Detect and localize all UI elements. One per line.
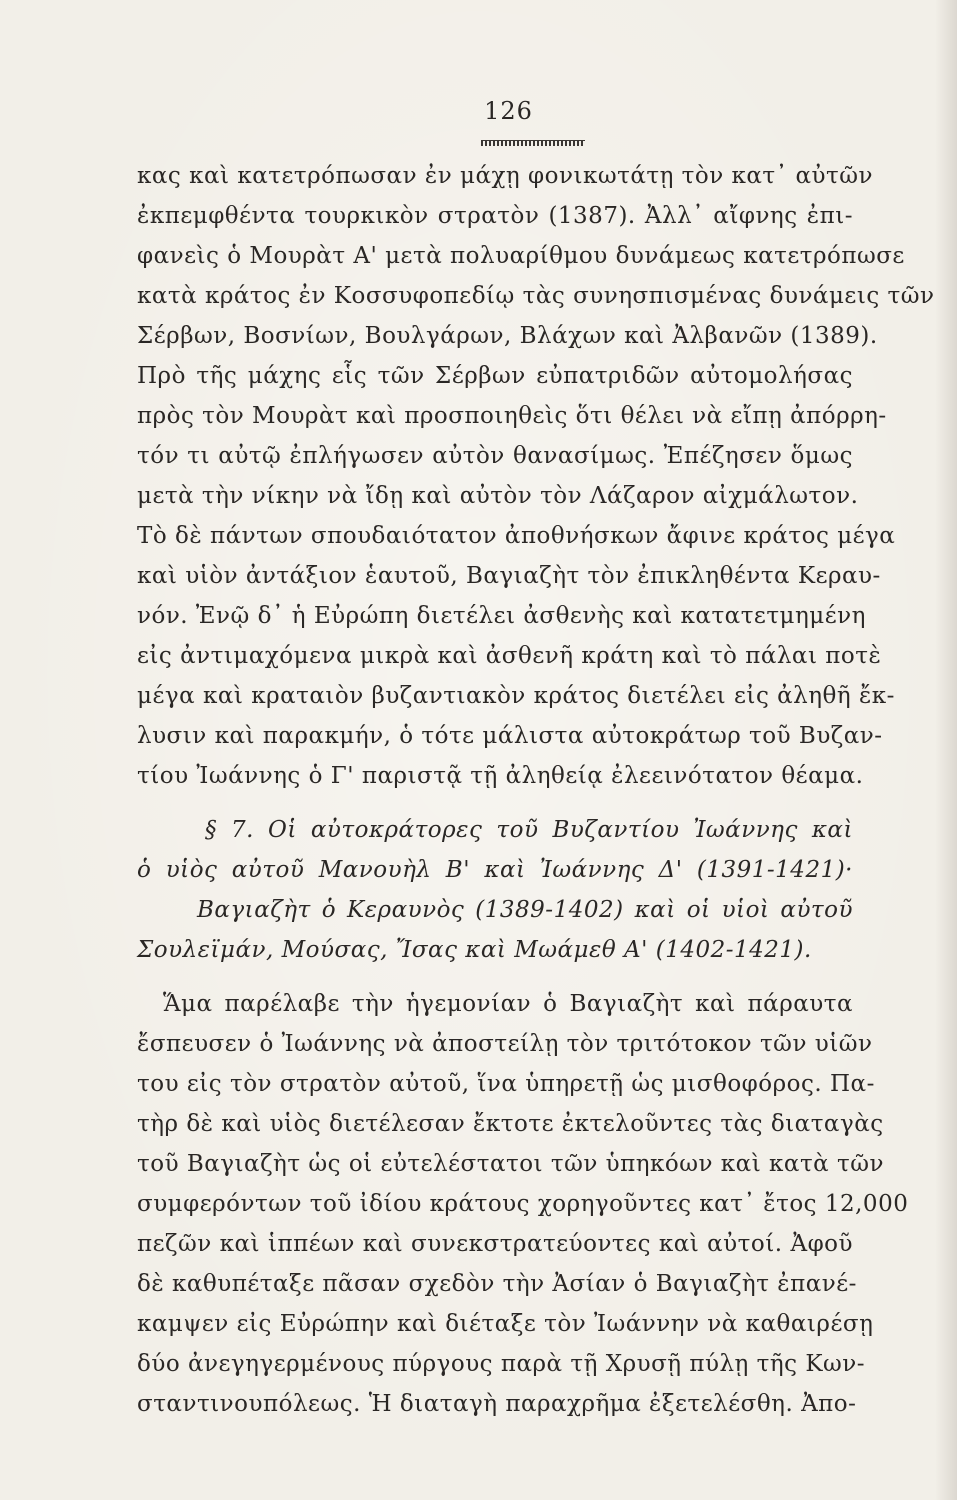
text-line: ἔσπευσεν ὁ Ἰωάννης νὰ ἀποστείλῃ τὸν τριτότοκον τῶν υἱῶν [137,1031,873,1057]
text-line: Ἅμα παρέλαβε τὴν ἡγεμονίαν ὁ Βαγιαζὴτ καὶ πάραυτα [163,991,853,1017]
text-line: Σέρβων, Βοσνίων, Βουλγάρων, Βλάχων καὶ Ἀλβανῶν (1389). [137,323,878,349]
text-line: σταντινουπόλεως. Ἡ διαταγὴ παραχρῆμα ἐξετελέσθη. Ἀπο- [137,1391,857,1417]
text-line: πρὸς τὸν Μουρὰτ καὶ προσποιηθεὶς ὅτι θέλει νὰ εἴπῃ ἀπόρρη- [137,403,887,429]
heading-line: Σουλεϊμάν, Μούσας, Ἴσας καὶ Μωάμεθ Α' (1402-1421). [137,937,812,963]
text-line: τίου Ἰωάννης ὁ Γ' παριστᾷ τῇ ἀληθείᾳ ἐλεεινότατον θέαμα. [137,763,864,789]
page-edge-shadow [935,0,957,1500]
text-line: Τὸ δὲ πάντων σπουδαιότατον ἀποθνήσκων ἄφινε κράτος μέγα [137,523,896,549]
text-line: του εἰς τὸν στρατὸν αὐτοῦ, ἵνα ὑπηρετῇ ὡς μισθοφόρος. Πα- [137,1071,875,1097]
paragraph-2 [137,984,909,1424]
text-line: κατὰ κράτος ἐν Κοσσυφοπεδίῳ τὰς συνησπισμένας δυνάμεις τῶν [137,283,935,309]
text-line: τοῦ Βαγιαζὴτ ὡς οἱ εὐτελέστατοι τῶν ὑπηκόων καὶ κατὰ τῶν [137,1151,884,1177]
heading-line: ὁ υἱὸς αὐτοῦ Μανουὴλ Β' καὶ Ἰωάννης Δ' (1391-1421)· [137,857,853,883]
text-line: δὲ καθυπέταξε πᾶσαν σχεδὸν τὴν Ἀσίαν ὁ Βαγιαζὴτ ἐπανέ- [137,1271,857,1297]
text-line: καὶ υἱὸν ἀντάξιον ἑαυτοῦ, Βαγιαζὴτ τὸν ἐπικληθέντα Κεραυ- [137,563,881,589]
heading-line: § 7. Οἱ αὐτοκράτορες τοῦ Βυζαντίου Ἰωάννης καὶ [205,817,853,843]
text-line: εἰς ἀντιμαχόμενα μικρὰ καὶ ἀσθενῆ κράτη καὶ τὸ πάλαι ποτὲ [137,643,882,669]
text-line: καμψεν εἰς Εὐρώπην καὶ διέταξε τὸν Ἰωάννην νὰ καθαιρέσῃ [137,1311,874,1337]
text-line: δύο ἀνεγηγερμένους πύργους παρὰ τῇ Χρυσῇ πύλῃ τῆς Κων- [137,1351,866,1377]
text-line: μετὰ τὴν νίκην νὰ ἴδῃ καὶ αὐτὸν τὸν Λάζαρον αἰχμάλωτον. [137,483,859,509]
text-line: πεζῶν καὶ ἱππέων καὶ συνεκστρατεύοντες καὶ αὐτοί. Ἀφοῦ [137,1231,853,1257]
section-heading [137,810,853,970]
page-body [137,156,935,1424]
paragraph-1 [137,156,935,796]
page-number: 126 [484,97,533,125]
text-line: Πρὸ τῆς μάχης εἷς τῶν Σέρβων εὐπατριδῶν αὐτομολήσας [137,363,853,389]
text-line: λυσιν καὶ παρακμήν, ὁ τότε μάλιστα αὐτοκράτωρ τοῦ Βυζαν- [137,723,883,749]
text-line: μέγα καὶ κραταιὸν βυζαντιακὸν κράτος διετέλει εἰς ἀληθῆ ἔκ- [137,683,895,709]
text-line: φανεὶς ὁ Μουρὰτ Α' μετὰ πολυαρίθμου δυνάμεως κατετρόπωσε [137,243,905,269]
text-line: τόν τι αὐτῷ ἐπλήγωσεν αὐτὸν θανασίμως. Ἐπέζησεν ὅμως [137,443,853,469]
heading-line: Βαγιαζὴτ ὁ Κεραυνὸς (1389-1402) καὶ οἱ υἱοὶ αὐτοῦ [197,897,853,923]
page-number-rule [481,140,585,146]
text-line: τὴρ δὲ καὶ υἱὸς διετέλεσαν ἔκτοτε ἐκτελοῦντες τὰς διαταγὰς [137,1111,884,1137]
text-line: κας καὶ κατετρόπωσαν ἐν μάχῃ φονικωτάτῃ τὸν κατ᾽ αὐτῶν [137,163,873,189]
text-line: ἐκπεμφθέντα τουρκικὸν στρατὸν (1387). Ἀλλ᾽ αἴφνης ἐπι- [137,203,853,229]
text-line: συμφερόντων τοῦ ἰδίου κράτους χορηγοῦντες κατ᾽ ἔτος 12,000 [137,1191,909,1217]
text-line: νόν. Ἐνῷ δ᾽ ἡ Εὐρώπη διετέλει ἀσθενὴς καὶ κατατετμημένη [137,603,866,629]
